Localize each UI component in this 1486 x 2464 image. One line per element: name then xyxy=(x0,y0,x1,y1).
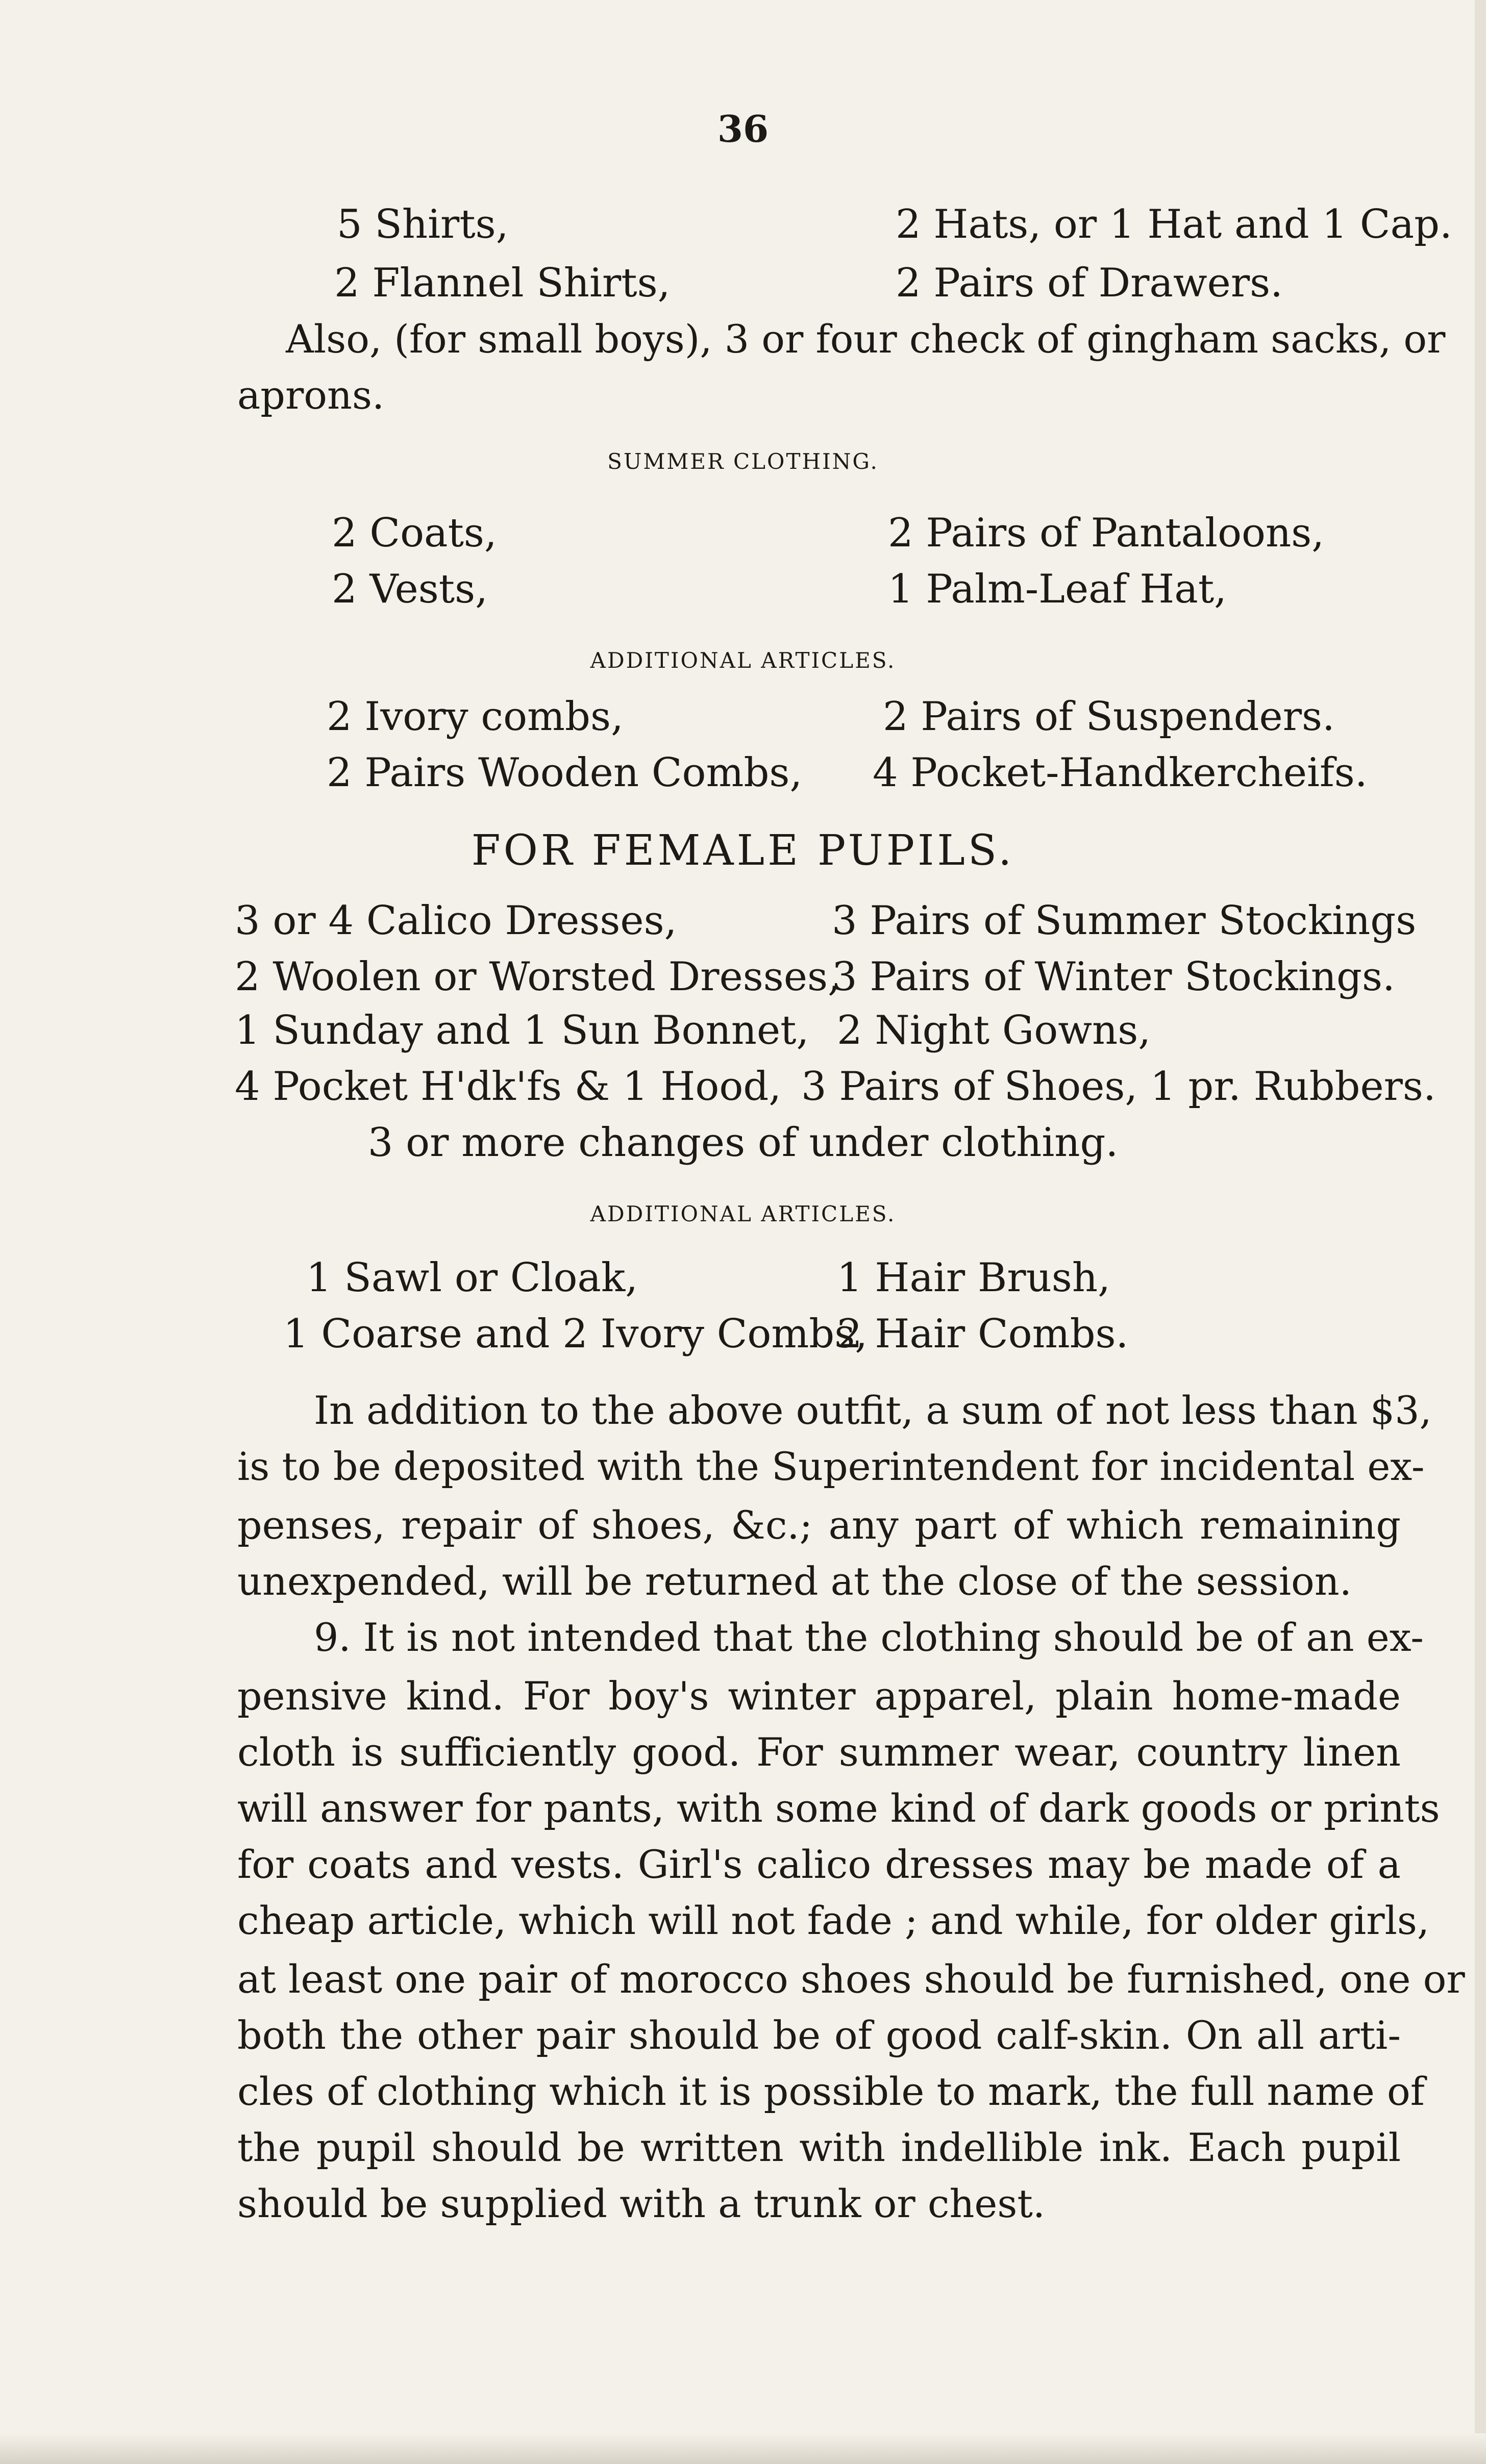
list-item: 4 Pocket H'dk'fs & 1 Hood, xyxy=(235,1064,782,1110)
paragraph-line: pensive kind. For boy's winter apparel, plain home-made xyxy=(237,1673,1401,1719)
list-item: 1 Coarse and 2 Ivory Combs, xyxy=(283,1311,868,1357)
paragraph-line: cles of clothing which it is possible to mark, the full name of xyxy=(237,2069,1425,2114)
paragraph-line: penses, repair of shoes, &c.; any part of which remaining xyxy=(237,1502,1401,1548)
paragraph-line: for coats and vests. Girl's calico dresses may be made of a xyxy=(237,1842,1401,1887)
paragraph-line: 9. It is not intended that the clothing should be of an ex- xyxy=(314,1615,1424,1660)
page-number: 36 xyxy=(717,107,769,150)
list-item: 2 Woolen or Worsted Dresses, xyxy=(235,954,840,1000)
list-item: 2 Coats, xyxy=(332,510,497,556)
list-item: 3 Pairs of Shoes, 1 pr. Rubbers. xyxy=(801,1064,1436,1110)
page-edge xyxy=(0,2433,1486,2464)
list-item: 1 Sunday and 1 Sun Bonnet, xyxy=(235,1008,809,1053)
section-heading-female-pupils: FOR FEMALE PUPILS. xyxy=(471,826,1015,875)
list-item: 1 Sawl or Cloak, xyxy=(306,1255,638,1301)
list-item: 2 Hats, or 1 Hat and 1 Cap. xyxy=(896,202,1452,247)
list-item: 3 Pairs of Winter Stockings. xyxy=(832,954,1395,1000)
list-item: 2 Pairs of Pantaloons, xyxy=(888,510,1325,556)
list-item: 3 Pairs of Summer Stockings xyxy=(832,898,1417,944)
list-item: 3 or 4 Calico Dresses, xyxy=(235,898,677,944)
center-line: 3 or more changes of under clothing. xyxy=(367,1120,1119,1166)
section-heading-additional-articles: ADDITIONAL ARTICLES. xyxy=(590,1201,896,1226)
note-line: aprons. xyxy=(237,372,385,418)
paragraph-line: is to be deposited with the Superintendent for incidental ex- xyxy=(237,1444,1425,1489)
paragraph-line: will answer for pants, with some kind of dark goods or prints xyxy=(237,1786,1440,1831)
list-item: 2 Pairs Wooden Combs, xyxy=(327,750,803,796)
page-edge xyxy=(1475,0,1486,2464)
list-item: 2 Vests, xyxy=(332,566,488,612)
paragraph-line: cloth is sufficiently good. For summer wear, country linen xyxy=(237,1729,1401,1775)
list-item: 2 Hair Combs. xyxy=(837,1311,1129,1357)
paragraph-line: unexpended, will be returned at the close of the session. xyxy=(237,1558,1352,1604)
list-item: 1 Palm-Leaf Hat, xyxy=(888,566,1227,612)
list-item: 2 Ivory combs, xyxy=(327,694,624,740)
note-line: Also, (for small boys), 3 or four check of gingham sacks, or xyxy=(286,316,1446,362)
list-item: 1 Hair Brush, xyxy=(837,1255,1110,1301)
list-item: 2 Pairs of Suspenders. xyxy=(883,694,1335,740)
list-item: 2 Night Gowns, xyxy=(837,1008,1151,1053)
section-heading-additional-articles: ADDITIONAL ARTICLES. xyxy=(590,648,896,673)
section-heading-summer-clothing: SUMMER CLOTHING. xyxy=(607,449,879,474)
paragraph-line: the pupil should be written with indellible ink. Each pupil xyxy=(237,2125,1401,2170)
paragraph-line: should be supplied with a trunk or chest. xyxy=(237,2181,1046,2226)
list-item: 4 Pocket-Handkercheifs. xyxy=(873,750,1368,796)
paragraph-line: at least one pair of morocco shoes should be furnished, one or xyxy=(237,1956,1465,2002)
paragraph-line: cheap article, which will not fade ; and while, for older girls, xyxy=(237,1898,1430,1943)
paragraph-line: In addition to the above outfit, a sum of not less than $3, xyxy=(314,1388,1432,1433)
list-item: 2 Pairs of Drawers. xyxy=(896,260,1283,306)
list-item: 5 Shirts, xyxy=(337,202,509,247)
paragraph-line: both the other pair should be of good calf-skin. On all arti- xyxy=(237,2013,1401,2058)
list-item: 2 Flannel Shirts, xyxy=(334,260,671,306)
